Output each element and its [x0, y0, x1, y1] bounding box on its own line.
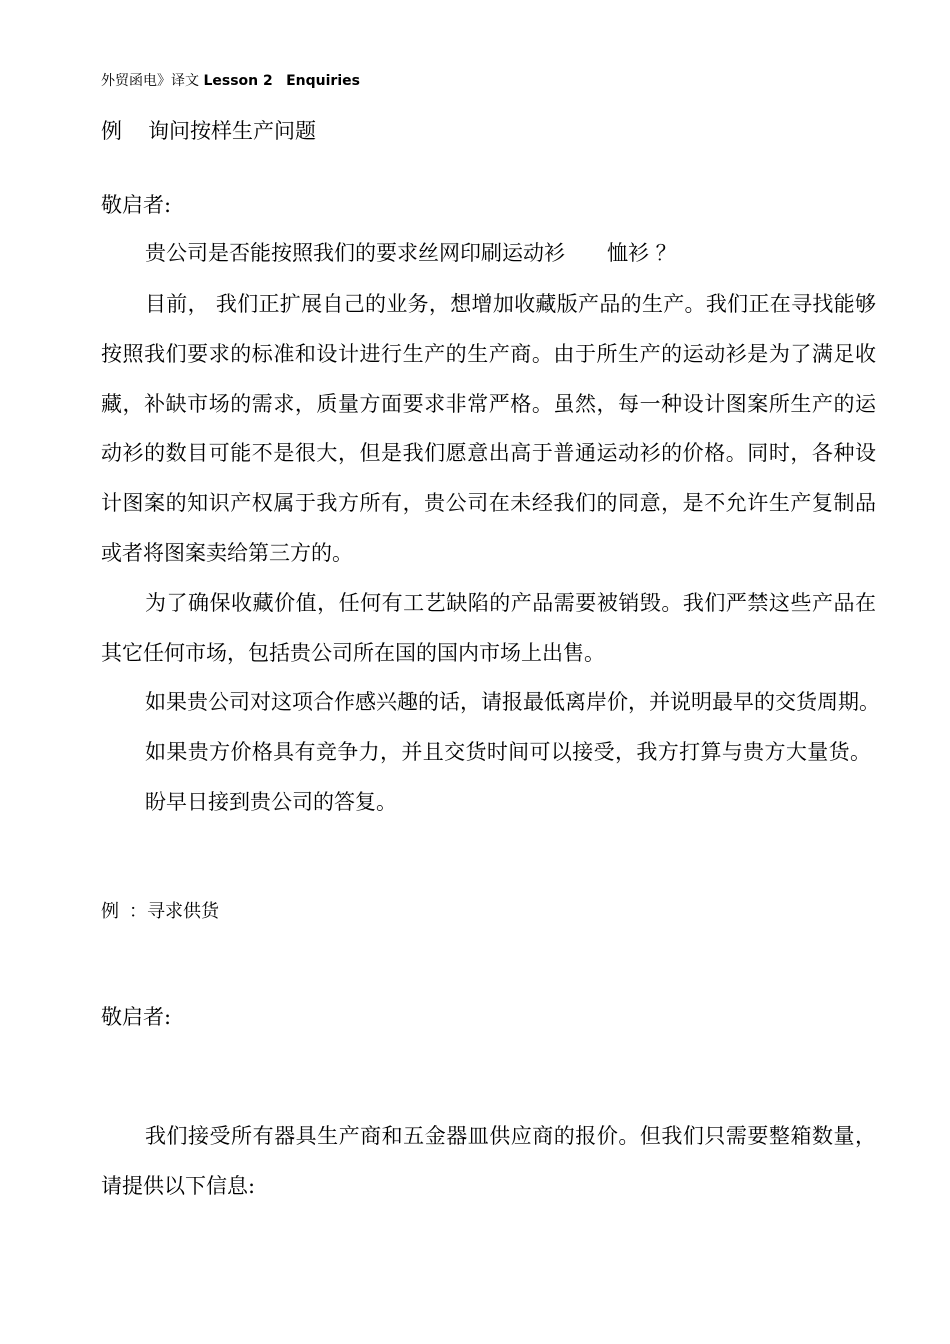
example2-line-1: 我们接受所有器具生产商和五金器皿供应商的报价。但我们只需要整箱数量，: [145, 1124, 876, 1148]
header-topic: Enquiries: [286, 73, 360, 89]
example1-line-8: 为了确保收藏价值，任何有工艺缺陷的产品需要被销毁。我们严禁这些产品在: [145, 591, 876, 615]
example2-line-2: 请提供以下信息:: [101, 1174, 256, 1198]
example1-line-1: 贵公司是否能按照我们的要求丝网印刷运动衫 恤衫 ？: [145, 241, 677, 265]
example1-label: 例: [101, 119, 122, 143]
example1-salutation: 敬启者:: [101, 193, 172, 217]
example1-title: 询问按样生产问题: [148, 119, 316, 143]
example2-title: ：寻求供货: [129, 901, 219, 922]
example1-line-5: 动衫的数目可能不是很大，但是我们愿意出高于普通运动衫的价格。同时，各种设: [101, 441, 876, 465]
example1-line-7: 或者将图案卖给第三方的。: [101, 541, 353, 565]
example2-salutation: 敬启者:: [101, 1005, 172, 1029]
example1-line-10: 如果贵公司对这项合作感兴趣的话，请报最低离岸价，并说明最早的交货周期。: [145, 690, 880, 714]
example1-line-6: 计图案的知识产权属于我方所有，贵公司在未经我们的同意，是不允许生产复制品: [101, 491, 876, 515]
example1-line-11: 如果贵方价格具有竞争力，并且交货时间可以接受，我方打算与贵方大量货。: [145, 740, 871, 764]
header-prefix: 外贸函电》译文: [101, 73, 199, 89]
header-lesson: Lesson 2: [203, 73, 273, 89]
example2-label: 例: [101, 901, 119, 922]
example1-line-9: 其它任何市场，包括贵公司所在国的国内市场上出售。: [101, 641, 605, 665]
example1-heading: [101, 117, 316, 145]
example1-line-4: 藏，补缺市场的需求，质量方面要求非常严格。虽然，每一种设计图案所生产的运: [101, 392, 876, 416]
example1-line-2: 目前， 我们正扩展自己的业务，想增加收藏版产品的生产。我们正在寻找能够: [145, 292, 876, 316]
example1-line-3: 按照我们要求的标准和设计进行生产的生产商。由于所生产的运动衫是为了满足收: [101, 342, 876, 366]
page-header: [101, 71, 360, 91]
example2-heading: [101, 898, 219, 926]
example1-line-12: 盼早日接到贵公司的答复。: [145, 790, 397, 814]
